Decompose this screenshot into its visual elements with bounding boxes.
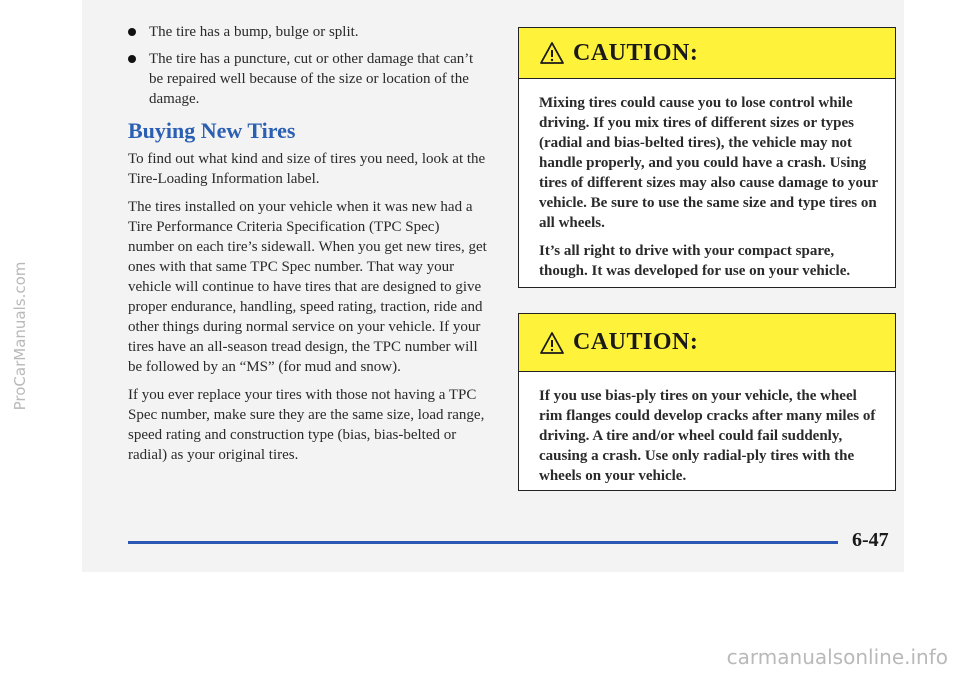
caution-header bbox=[519, 314, 895, 372]
caution-box bbox=[518, 27, 896, 288]
warning-triangle-icon bbox=[539, 41, 565, 65]
caution-box bbox=[518, 313, 896, 491]
paragraph: To find out what kind and size of tires you need, look at the Tire-Loading Information label. bbox=[128, 151, 486, 187]
bottom-watermark: carmanualsonline.info bbox=[726, 645, 948, 669]
caution-paragraph: If you use bias-ply tires on your vehicle, the wheel rim flanges could develop cracks after many miles of driving. A tire and/or wheel could fail suddenly, causing a crash. Use only radial-ply tires with the wheels on your vehicle. bbox=[539, 388, 876, 484]
caution-title: CAUTION: bbox=[573, 39, 699, 66]
bullet-icon bbox=[128, 55, 136, 63]
paragraph: The tires installed on your vehicle when it was new had a Tire Performance Criteria Specification (TPC Spec) number on each tire’s sidewall. When you get new tires, get ones with that same TPC Spec number. That way your vehicle will continue to have tires that are designed to give proper endurance, handling, speed rating, traction, ride and other things during normal service on your vehicle. If your tires have an all-season tread design, the TPC number will be followed by an “MS” (for mud and snow). bbox=[128, 199, 487, 375]
paragraph: If you ever replace your tires with those not having a TPC Spec number, make sure they are the same size, load range, speed rating and construction type (bias, bias-belted or radial) as your original tires. bbox=[128, 387, 485, 463]
list-item bbox=[128, 22, 488, 42]
list-item-text: The tire has a bump, bulge or split. bbox=[149, 24, 359, 40]
bullet-list bbox=[128, 22, 488, 109]
left-column bbox=[128, 22, 488, 473]
bullet-icon bbox=[128, 28, 136, 36]
caution-body bbox=[519, 372, 895, 486]
warning-triangle-icon bbox=[539, 331, 565, 355]
footer-rule bbox=[128, 541, 838, 544]
caution-title: CAUTION: bbox=[573, 329, 699, 355]
side-watermark: ProCarManuals.com bbox=[11, 261, 29, 411]
section-heading: Buying New Tires bbox=[128, 118, 296, 143]
list-item bbox=[128, 49, 488, 109]
caution-paragraph: Mixing tires could cause you to lose control while driving. If you mix tires of different sizes or types (radial and bias-belted tires), the vehicle may not handle properly, and you could have a crash. Using tires of different sizes may also cause damage to your vehicle. Be sure to use the same size and type tires on all wheels. bbox=[539, 95, 878, 231]
list-item-text: The tire has a puncture, cut or other damage that can’t be repaired well because of the size or location of the damage. bbox=[149, 51, 474, 107]
page-number: 6-47 bbox=[852, 529, 889, 551]
caution-paragraph: It’s all right to drive with your compact spare, though. It was developed for use on your vehicle. bbox=[539, 243, 851, 279]
caution-body bbox=[519, 79, 895, 281]
caution-header bbox=[519, 28, 895, 79]
